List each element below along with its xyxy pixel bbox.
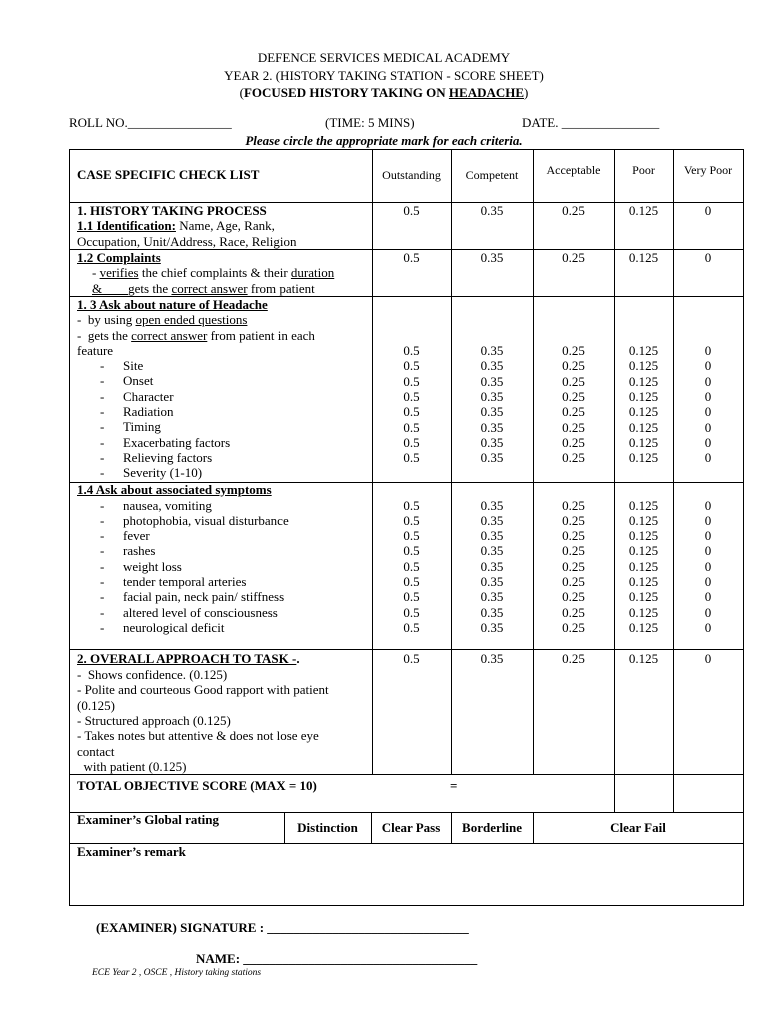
mark-cell[interactable]: 0.125	[628, 434, 659, 450]
nature-line-2: - gets the correct answer from patient in each	[77, 328, 315, 343]
bullet-dash: -	[100, 528, 105, 544]
bullet-dash: -	[100, 558, 105, 574]
mark-cell[interactable]: 0.125	[628, 250, 659, 265]
mark-cell[interactable]: 0.25	[562, 651, 585, 666]
symptom-item: neurological deficit	[123, 619, 225, 635]
mark-cell[interactable]: 0.35	[480, 250, 504, 265]
mark-cell[interactable]: 0	[704, 373, 712, 389]
roll-no-field: ROLL NO.________________	[69, 115, 232, 130]
mark-cell[interactable]: 0.5	[403, 512, 420, 528]
mark-cell[interactable]: 0.35	[480, 404, 504, 420]
bullet-dash: -	[100, 543, 105, 559]
mark-cell[interactable]: 0.5	[403, 528, 420, 544]
mark-cell[interactable]: 0.125	[628, 450, 659, 466]
overall-line: - Shows confidence. (0.125)	[77, 667, 228, 682]
mark-cell[interactable]: 0.125	[628, 343, 659, 358]
col-very-poor: Very Poor	[683, 163, 733, 177]
mark-cell[interactable]: 0.125	[628, 589, 659, 605]
mark-cell[interactable]: 0.35	[480, 434, 504, 450]
complaints-line-1: - verifies the chief complaints & their duration	[92, 265, 335, 280]
mark-cell[interactable]: 0.125	[628, 373, 659, 389]
mark-cell[interactable]: 0.5	[403, 651, 420, 666]
col-outstanding: Outstanding	[382, 168, 441, 182]
bullet-dash: -	[100, 388, 105, 404]
mark-cell[interactable]: 0.25	[562, 450, 585, 466]
mark-cell[interactable]: 0	[704, 434, 712, 450]
symptom-item: nausea, vomiting	[123, 497, 212, 513]
nature-item: Timing	[123, 419, 161, 435]
symptom-item: photophobia, visual disturbance	[123, 512, 289, 528]
bullet-dash: -	[100, 449, 105, 465]
mark-cell[interactable]: 0.125	[628, 388, 659, 404]
mark-cell[interactable]: 0.25	[562, 497, 585, 513]
mark-cell[interactable]: 0.125	[628, 497, 659, 513]
col-competent: Competent	[465, 168, 519, 182]
academy-title: DEFENCE SERVICES MEDICAL ACADEMY	[257, 50, 511, 65]
mark-cell[interactable]: 0.35	[480, 388, 504, 404]
mark-cell[interactable]: 0.35	[480, 419, 504, 435]
mark-cell[interactable]: 0	[704, 404, 712, 420]
mark-cell[interactable]: 0.35	[480, 619, 504, 635]
footer-note: ECE Year 2 , OSCE , History taking stations	[92, 968, 262, 978]
mark-cell[interactable]: 0.35	[480, 450, 504, 466]
mark-cell[interactable]: 0	[704, 543, 712, 559]
mark-cell[interactable]: 0.25	[562, 528, 585, 544]
complaints-line-2: & gets the correct answer from patient	[92, 281, 315, 296]
mark-cell[interactable]: 0	[704, 497, 712, 513]
overall-line: - Polite and courteous Good rapport with patient	[77, 682, 329, 698]
bullet-dash: -	[100, 619, 105, 635]
mark-cell[interactable]: 0.5	[403, 619, 420, 635]
mark-cell[interactable]: 0.5	[403, 373, 420, 389]
bullet-dash: -	[100, 604, 105, 620]
mark-cell[interactable]: 0.25	[562, 419, 585, 435]
mark-cell[interactable]: 0.25	[562, 574, 585, 589]
mark-cell[interactable]: 0.125	[628, 203, 659, 218]
mark-cell[interactable]: 0.5	[403, 574, 420, 589]
mark-cell[interactable]: 0.5	[403, 343, 420, 358]
symptom-item: facial pain, neck pain/ stiffness	[123, 589, 285, 605]
mark-cell[interactable]: 0.125	[628, 419, 659, 435]
mark-cell[interactable]: 0	[704, 388, 712, 404]
rating-borderline[interactable]: Borderline	[462, 820, 522, 835]
mark-cell[interactable]: 0.5	[403, 203, 420, 218]
mark-cell[interactable]: 0	[704, 589, 712, 605]
symptom-item: fever	[123, 528, 150, 544]
total-equals: =	[450, 778, 458, 793]
mark-cell[interactable]: 0.25	[562, 250, 585, 265]
mark-cell[interactable]: 0.25	[562, 388, 585, 404]
identification-details: Occupation, Unit/Address, Race, Religion	[77, 234, 297, 249]
overall-line: - Structured approach (0.125)	[77, 712, 231, 728]
mark-cell[interactable]: 0.125	[628, 619, 659, 635]
station-title: (FOCUSED HISTORY TAKING ON HEADACHE)	[239, 85, 529, 100]
mark-cell[interactable]: 0.5	[403, 589, 420, 605]
name-line: NAME: ____________________________________	[196, 951, 478, 966]
mark-cell[interactable]: 0.25	[562, 604, 585, 620]
overall-title: 2. OVERALL APPROACH TO TASK -.	[77, 651, 300, 666]
total-label: TOTAL OBJECTIVE SCORE (MAX = 10)	[77, 778, 317, 793]
mark-cell[interactable]: 0.5	[403, 543, 420, 559]
mark-cell[interactable]: 0.125	[628, 358, 659, 374]
identification-line: 1.1 Identification: Name, Age, Rank,	[77, 218, 275, 233]
mark-cell[interactable]: 0.25	[562, 619, 585, 635]
signature-line: (EXAMINER) SIGNATURE : _______________________________	[96, 920, 469, 935]
mark-cell[interactable]: 0	[704, 574, 712, 589]
bullet-dash: -	[100, 589, 105, 605]
mark-cell[interactable]: 0.5	[403, 497, 420, 513]
bullet-dash: -	[100, 419, 105, 435]
overall-line: with patient (0.125)	[77, 758, 187, 774]
bullet-dash: -	[100, 497, 105, 513]
bullet-dash: -	[100, 465, 105, 481]
nature-item: Severity (1-10)	[123, 465, 203, 481]
mark-cell[interactable]: 0.35	[480, 558, 504, 574]
bullet-dash: -	[100, 373, 105, 389]
mark-cell[interactable]: 0	[704, 419, 712, 435]
mark-cell[interactable]: 0.35	[480, 604, 504, 620]
sheet-title: YEAR 2. (HISTORY TAKING STATION - SCORE SHEET)	[224, 68, 544, 83]
symptom-item: weight loss	[123, 558, 182, 574]
mark-cell[interactable]: 0	[704, 558, 712, 574]
mark-cell[interactable]: 0.125	[628, 604, 659, 620]
mark-cell[interactable]: 0	[704, 203, 712, 218]
mark-cell[interactable]: 0.35	[480, 574, 504, 589]
mark-cell[interactable]: 0.35	[480, 497, 504, 513]
remark-label: Examiner’s remark	[77, 844, 186, 859]
bullet-dash: -	[100, 512, 105, 528]
bullet-dash: -	[100, 434, 105, 450]
symptom-item: rashes	[123, 543, 156, 559]
mark-cell[interactable]: 0	[704, 343, 712, 358]
mark-cell[interactable]: 0.5	[403, 404, 420, 420]
overall-line: (0.125)	[77, 697, 115, 713]
mark-cell[interactable]: 0.35	[480, 203, 504, 218]
mark-cell[interactable]: 0	[704, 250, 712, 265]
mark-cell[interactable]: 0	[704, 604, 712, 620]
checklist-heading: CASE SPECIFIC CHECK LIST	[77, 167, 260, 182]
mark-cell[interactable]: 0.25	[562, 358, 585, 374]
mark-cell[interactable]: 0.35	[480, 543, 504, 559]
mark-cell[interactable]: 0.25	[562, 512, 585, 528]
mark-cell[interactable]: 0.125	[628, 404, 659, 420]
section-1-title: 1. HISTORY TAKING PROCESS	[77, 203, 267, 218]
nature-item: Onset	[123, 373, 154, 389]
mark-cell[interactable]: 0.5	[403, 450, 420, 466]
nature-item: Relieving factors	[123, 449, 213, 465]
symptom-item: altered level of consciousness	[123, 604, 278, 620]
nature-line-1: - by using open ended questions	[77, 312, 248, 327]
complaints-title: 1.2 Complaints	[77, 250, 161, 265]
overall-line: contact	[77, 743, 115, 759]
mark-cell[interactable]: 0.35	[480, 528, 504, 544]
mark-cell[interactable]: 0	[704, 651, 712, 666]
mark-cell[interactable]: 0.25	[562, 589, 585, 605]
mark-cell[interactable]: 0.35	[480, 589, 504, 605]
mark-cell[interactable]: 0.5	[403, 388, 420, 404]
rating-clear-pass[interactable]: Clear Pass	[381, 820, 441, 835]
mark-cell[interactable]: 0.5	[403, 558, 420, 574]
mark-cell[interactable]: 0	[704, 619, 712, 635]
nature-title: 1. 3 Ask about nature of Headache	[77, 297, 268, 312]
mark-cell[interactable]: 0.125	[628, 543, 659, 559]
mark-cell[interactable]: 0.25	[562, 343, 585, 358]
mark-cell[interactable]: 0.35	[480, 343, 504, 358]
mark-cell[interactable]: 0.125	[628, 558, 659, 574]
mark-cell[interactable]: 0.125	[628, 512, 659, 528]
global-rating-label: Examiner’s Global rating	[77, 812, 220, 827]
instruction: Please circle the appropriate mark for each criteria.	[245, 133, 523, 148]
mark-cell[interactable]: 0.5	[403, 434, 420, 450]
date-field: DATE. _______________	[522, 115, 660, 130]
col-poor: Poor	[632, 163, 655, 177]
time-label: (TIME: 5 MINS)	[325, 115, 415, 130]
mark-cell[interactable]: 0.25	[562, 434, 585, 450]
associated-title: 1.4 Ask about associated symptoms	[77, 482, 272, 497]
mark-cell[interactable]: 0.25	[562, 203, 585, 218]
bullet-dash: -	[100, 403, 105, 419]
mark-cell[interactable]: 0.35	[480, 512, 504, 528]
mark-cell[interactable]: 0.125	[628, 528, 659, 544]
mark-cell[interactable]: 0.125	[628, 574, 659, 589]
mark-cell[interactable]: 0.5	[403, 358, 420, 374]
mark-cell[interactable]: 0.35	[480, 373, 504, 389]
mark-cell[interactable]: 0.25	[562, 558, 585, 574]
mark-cell[interactable]: 0.5	[403, 604, 420, 620]
nature-item: Character	[123, 388, 174, 404]
mark-cell[interactable]: 0	[704, 358, 712, 374]
mark-cell[interactable]: 0.5	[403, 250, 420, 265]
nature-item: Radiation	[123, 403, 174, 419]
mark-cell[interactable]: 0.35	[480, 651, 504, 666]
mark-cell[interactable]: 0.25	[562, 404, 585, 420]
mark-cell[interactable]: 0	[704, 512, 712, 528]
mark-cell[interactable]: 0.25	[562, 543, 585, 559]
mark-cell[interactable]: 0.5	[403, 419, 420, 435]
mark-cell[interactable]: 0.125	[628, 651, 659, 666]
symptom-item: tender temporal arteries	[123, 574, 247, 589]
nature-item: Site	[123, 358, 144, 373]
rating-clear-fail[interactable]: Clear Fail	[610, 820, 666, 835]
mark-cell[interactable]: 0.35	[480, 358, 504, 374]
mark-cell[interactable]: 0.25	[562, 373, 585, 389]
rating-distinction[interactable]: Distinction	[297, 820, 358, 835]
nature-line-3: feature	[77, 343, 114, 358]
bullet-dash: -	[100, 574, 105, 589]
col-acceptable: Acceptable	[546, 163, 601, 177]
mark-cell[interactable]: 0	[704, 528, 712, 544]
nature-item: Exacerbating factors	[123, 434, 231, 450]
mark-cell[interactable]: 0	[704, 450, 712, 466]
bullet-dash: -	[100, 358, 105, 373]
overall-line: - Takes notes but attentive & does not lose eye	[77, 728, 319, 744]
